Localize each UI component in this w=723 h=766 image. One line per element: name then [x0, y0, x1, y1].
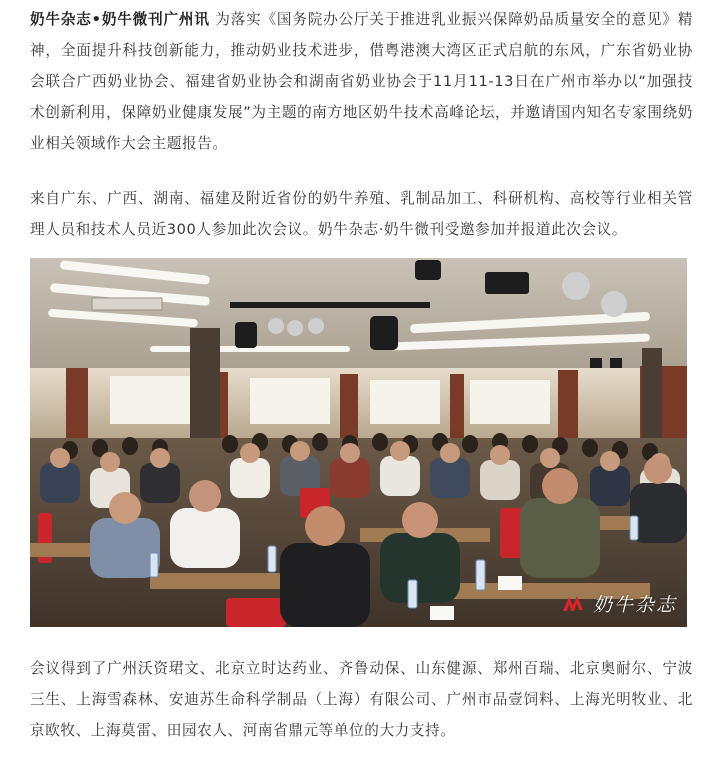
red-cow-logo-icon — [561, 593, 587, 615]
conference-photo — [30, 258, 687, 627]
intro-paragraph — [30, 4, 693, 159]
news-dateline: 奶牛杂志•奶牛微刊广州讯 — [30, 11, 210, 28]
attendance-paragraph: 来自广东、广西、湖南、福建及附近省份的奶牛养殖、乳制品加工、科研机构、高校等行业相关管理人员和技术人员近300人参加此次会议。奶牛杂志·奶牛微刊受邀参加并报道此次会议。 — [30, 190, 693, 238]
intro-paragraph-text: 为落实《国务院办公厅关于推进乳业振兴保障奶品质量安全的意见》精神，全面提升科技创新能力，推动奶业技术进步，借粤港澳大湾区正式启航的东风，广东省奶业协会联合广西奶业协会、福建省奶业协会和湖南省奶业协会于11月11-13日在广州市举办以“加强技术创新利用，保障奶业健康发展”为主题的南方地区奶牛技术高峰论坛，并邀请国内知名专家围绕奶业相关领域作大会主题报告。 — [30, 11, 693, 152]
watermark-text: 奶牛杂志 — [592, 594, 677, 616]
photo-watermark — [561, 590, 677, 617]
sponsors-paragraph: 会议得到了广州沃资珺文、北京立时达药业、齐鲁动保、山东健源、郑州百瑞、北京奥耐尔、宁波三生、上海雪森林、安迪苏生命科学制品（上海）有限公司、广州市品壹饲料、上海光明牧业、北京欧牧、上海莫雷、田园农人、河南省鼎元等单位的大力支持。 — [30, 660, 693, 739]
conference-hall-image — [30, 258, 687, 627]
